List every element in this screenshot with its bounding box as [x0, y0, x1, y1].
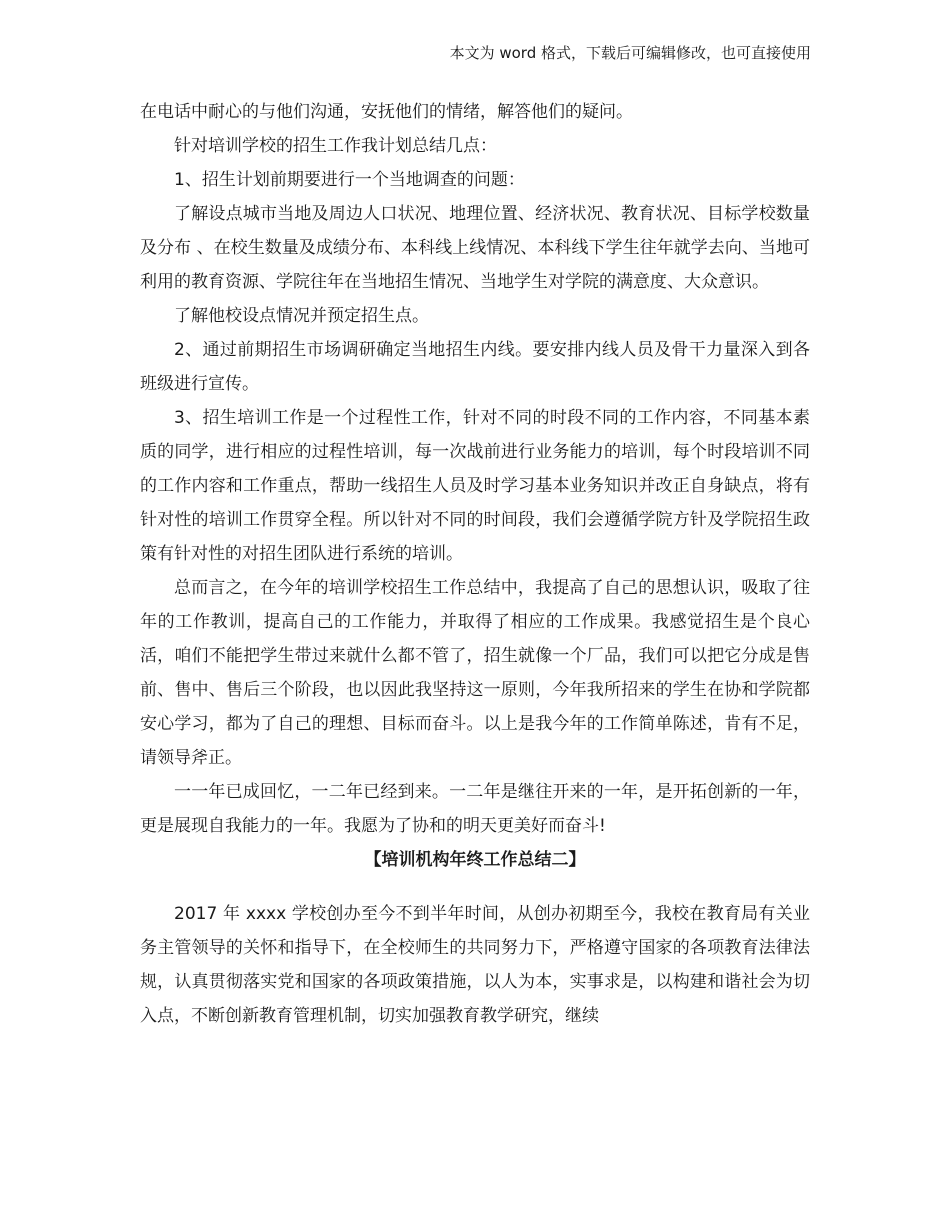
- paragraph: 了解他校设点情况并预定招生点。: [174, 306, 429, 326]
- paragraph: 了解设点城市当地及周边人口状况、地理位置、经济状况、教育状况、目标学校数量及分布 、在校生数量及成绩分布、本科线上线情况、本科线下学生往年就学去向、当地可利用的教育资源、学院往年在当地招生情况、当地学生对学院的满意度、大众意识。: [140, 204, 810, 292]
- paragraph: 2、通过前期招生市场调研确定当地招生内线。要安排内线人员及骨干力量深入到各班级进行宣传。: [140, 340, 810, 394]
- paragraph: 2017 年 xxxx 学校创办至今不到半年时间，从创办初期至今，我校在教育局有关业务主管领导的关怀和指导下，在全校师生的共同努力下，严格遵守国家的各项教育法律法规，认真贯彻落实党和国家的各项政策措施，以人为本，实事求是，以构建和谐社会为切入点，不断创新教育管理机制，切实加强教育教学研究，继续: [140, 904, 810, 1026]
- section-title: 【培训机构年终工作总结二】: [364, 850, 586, 870]
- paragraph: 3、招生培训工作是一个过程性工作，针对不同的时段不同的工作内容，不同基本素质的同学，进行相应的过程性培训，每一次战前进行业务能力的培训，每个时段培训不同的工作内容和工作重点，帮助一线招生人员及时学习基本业务知识并改正自身缺点，将有针对性的培训工作贯穿全程。所以针对不同的时间段，我们会遵循学院方针及学院招生政策有针对性的对招生团队进行系统的培训。: [140, 408, 810, 564]
- document-header-note: 本文为 word 格式，下载后可编辑修改，也可直接使用: [449, 44, 811, 62]
- paragraph: 1、招生计划前期要进行一个当地调查的问题：: [174, 170, 525, 190]
- paragraph: 总而言之，在今年的培训学校招生工作总结中，我提高了自己的思想认识，吸取了往年的工作教训，提高自己的工作能力，并取得了相应的工作成果。我感觉招生是个良心活，咱们不能把学生带过来就什么都不管了，招生就像一个厂品，我们可以把它分成是售前、售中、售后三个阶段，也以因此我坚持这一原则，今年我所招来的学生在协和学院都安心学习，都为了自己的理想、目标而奋斗。以上是我今年的工作简单陈述，肯有不足，请领导斧正。: [140, 578, 810, 768]
- paragraph: 一一年已成回忆，一二年已经到来。一二年是继往开来的一年，是开拓创新的一年，更是展现自我能力的一年。我愿为了协和的明天更美好而奋斗!: [140, 782, 810, 836]
- paragraph: 在电话中耐心的与他们沟通，安抚他们的情绪，解答他们的疑问。: [140, 102, 633, 122]
- document-body: [140, 95, 810, 1033]
- paragraph: 针对培训学校的招生工作我计划总结几点：: [174, 136, 497, 156]
